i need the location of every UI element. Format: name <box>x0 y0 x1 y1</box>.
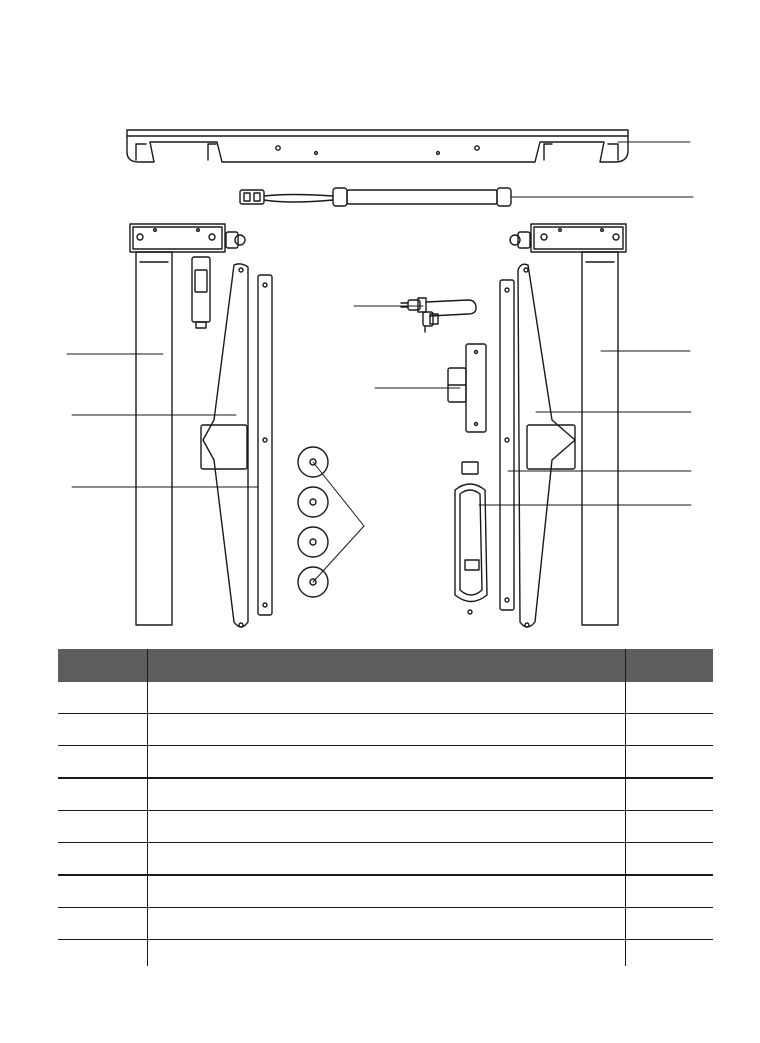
right-bracket-part <box>500 280 514 610</box>
callout-lines <box>67 142 693 582</box>
table-cell <box>58 940 147 967</box>
table-row <box>58 778 713 811</box>
table-cell <box>625 778 713 811</box>
table-cell <box>625 908 713 940</box>
table-cell <box>58 875 147 908</box>
table-row <box>58 714 713 746</box>
table-row <box>58 811 713 843</box>
right-foot-part <box>518 264 575 627</box>
parts-table <box>58 649 713 966</box>
left-bracket-part <box>258 275 272 615</box>
table-cell <box>58 714 147 746</box>
control-box-part <box>455 462 487 614</box>
motor-cable-part <box>240 188 511 206</box>
table-cell <box>58 682 147 714</box>
table-cell <box>58 778 147 811</box>
foot-pads-part <box>298 447 328 597</box>
table-row <box>58 875 713 908</box>
table-cell <box>147 843 625 876</box>
table-row <box>58 746 713 779</box>
table-cell <box>58 843 147 876</box>
table-header <box>58 649 713 682</box>
table-cell <box>625 682 713 714</box>
table-cell <box>58 746 147 779</box>
left-foot-part <box>201 264 248 627</box>
header-qty <box>625 649 713 682</box>
table-cell <box>625 940 713 967</box>
table-cell <box>147 940 625 967</box>
header-no <box>58 649 147 682</box>
table-cell <box>58 811 147 843</box>
table-row <box>58 908 713 940</box>
table-cell <box>625 875 713 908</box>
table-row <box>58 843 713 876</box>
header-description <box>147 649 625 682</box>
table-cell <box>625 811 713 843</box>
table-cell <box>147 682 625 714</box>
table-cell <box>147 746 625 779</box>
table-cell <box>625 746 713 779</box>
table-row <box>58 940 713 967</box>
power-cord-part <box>401 298 476 332</box>
table-cell <box>625 714 713 746</box>
table-cell <box>147 778 625 811</box>
table-row <box>58 682 713 714</box>
table-cell <box>58 908 147 940</box>
table-cell <box>147 875 625 908</box>
table-cell <box>625 843 713 876</box>
crossbar-part <box>127 130 628 162</box>
table-cell <box>147 714 625 746</box>
table-cell <box>147 811 625 843</box>
table-cell <box>147 908 625 940</box>
